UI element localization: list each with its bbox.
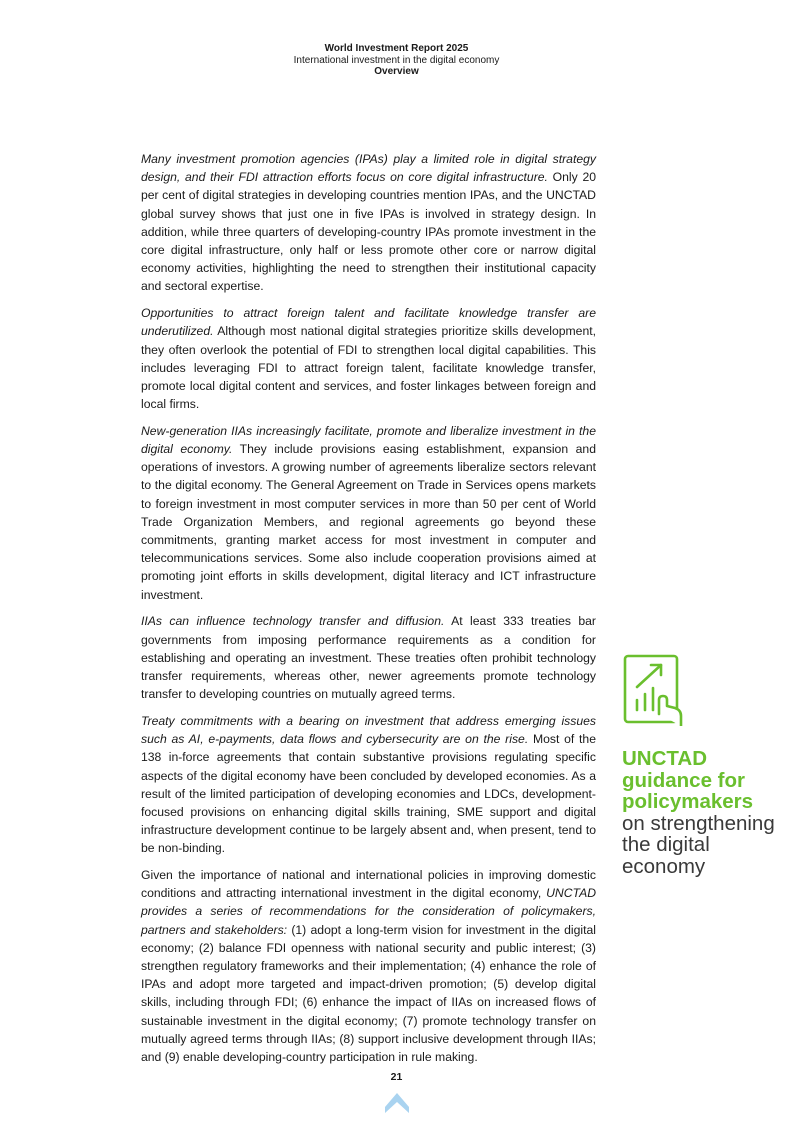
- page-number: 21: [390, 1071, 403, 1083]
- main-text: [141, 150, 596, 1075]
- paragraph-lead: IIAs can influence technology transfer and diffusion.: [141, 614, 445, 629]
- guidance-subtitle: on strengthening the digital economy: [622, 811, 775, 878]
- paragraph: [141, 422, 596, 604]
- page-header: [0, 43, 793, 78]
- chevron-up-icon[interactable]: [384, 1091, 410, 1115]
- recommendations-paragraph: [141, 866, 596, 1066]
- paragraph-intro: Given the importance of national and international policies in improving domestic conditions and attracting international investment in the digital economy,: [141, 868, 596, 901]
- paragraph-body: Although most national digital strategies prioritize skills development, they often overlook the potential of FDI to strengthen local digital capabilities. This includes leveraging FDI to attract foreign talent, facilitate knowledge transfer, promote local digital content and services, and foster linkages between foreign and local firms.: [141, 324, 596, 412]
- paragraph-body: Most of the 138 in-force agreements that contain substantive provisions regulating specific aspects of the digital economy have been concluded by developed economies. As a result of the limited participation of developing economies and LDCs, development-focused provisions on enhancing digital skills training, SME support and digital infrastructure development continue to be largely absent and, when present, tend to be non-binding.: [141, 732, 596, 856]
- paragraph: [141, 304, 596, 413]
- paragraph: [141, 712, 596, 858]
- tablet-growth-chart-icon: [623, 654, 687, 726]
- paragraph-lead: Many investment promotion agencies (IPAs) play a limited role in digital strategy design, and their FDI attraction efforts focus on core digital infrastructure.: [141, 152, 596, 185]
- section-name: Overview: [374, 66, 419, 77]
- paragraph-lead: New-generation IIAs increasingly facilitate, promote and liberalize investment in the digital economy.: [141, 423, 596, 457]
- report-subtitle: International investment in the digital economy: [293, 54, 500, 66]
- paragraph: [141, 150, 596, 296]
- sidebar-callout: [622, 654, 787, 877]
- paragraph: [141, 612, 596, 703]
- guidance-title: UNCTAD guidance for policymakers: [622, 747, 754, 813]
- paragraph-emphasis: UNCTAD provides a series of recommendations for the consideration of policymakers, partners and stakeholders:: [141, 886, 596, 937]
- paragraph-lead: Opportunities to attract foreign talent and facilitate knowledge transfer are underutilized.: [141, 306, 596, 339]
- paragraph-body: They include provisions easing establishment, expansion and operations of investors. A growing number of agreements liberalize sectors relevant to the digital economy. The General Agreement on Trade in Services opens markets to foreign investment in most computer services in more than 50 per cent of World Trade Organization Members, and regional agreements go beyond these commitments, granting market access for most investment in computer and telecommunications services. Some also include cooperation provisions aimed at promoting joint efforts in skills development, digital literacy and ICT infrastructure investment.: [141, 442, 596, 602]
- report-title: World Investment Report 2025: [324, 43, 469, 54]
- paragraph-lead: Treaty commitments with a bearing on investment that address emerging issues such as AI, e-payments, data flows and cybersecurity are on the rise.: [141, 713, 596, 747]
- paragraph-body: Only 20 per cent of digital strategies in developing countries mention IPAs, and the UNCTAD global survey shows that just one in five IPAs is involved in strategy design. In addition, while three quarters of developing-country IPAs promote investment in the core digital infrastructure, only half or less promote other core or narrow digital economy activities, highlighting the need to strengthen their institutional capacity and sectoral expertise.: [141, 170, 596, 294]
- paragraph-body: At least 333 treaties bar governments from imposing performance requirements as a condition for establishing and operating an investment. These treaties often prohibit technology transfer requirements, whereas other, newer agreements promote technology transfer to developing countries on mutually agreed terms.: [141, 614, 596, 702]
- recommendations-list: (1) adopt a long-term vision for investment in the digital economy; (2) balance FDI openness with national security and public interest; (3) strengthen regulatory frameworks and their implementation; (4) enhance the role of IPAs and adopt more targeted and impact-driven promotion; (5) develop digital skills, including through FDI; (6) enhance the impact of IIAs on increased flows of sustainable investment in the digital economy; (7) promote technology transfer on mutually agreed terms through IIAs; (8) support inclusive development through IIAs; and (9) enable developing-country participation in rule making.: [141, 922, 596, 1065]
